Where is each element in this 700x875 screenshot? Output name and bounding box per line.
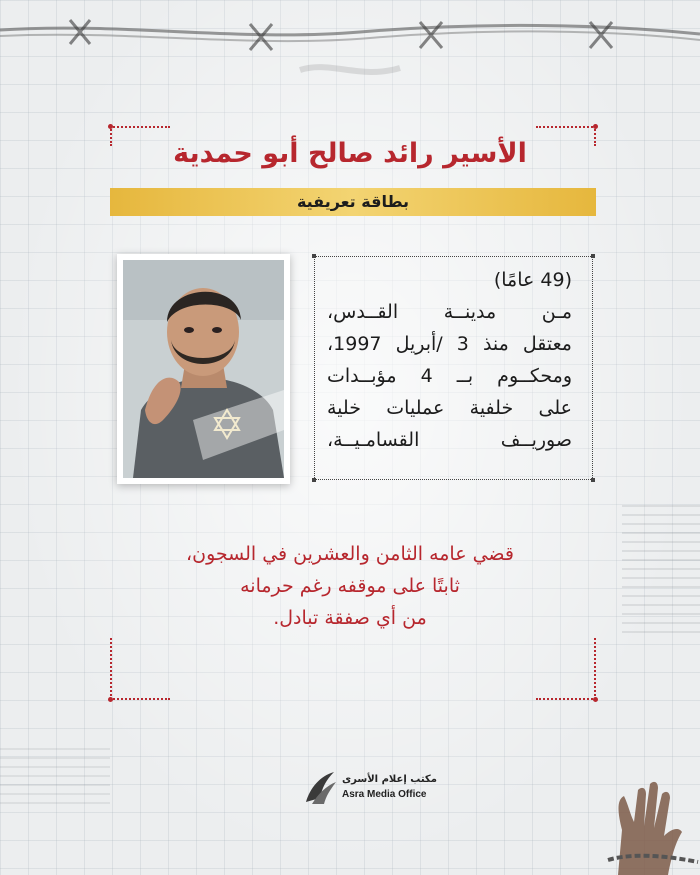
info-line-sentence: ومحكــوم بــ 4 مؤبــدات (327, 365, 572, 387)
corner-bracket-bottom-left (110, 638, 170, 700)
barbed-wire-decoration (0, 0, 700, 110)
info-line-cell: صوريــف القسامـيــة، (327, 429, 572, 451)
quote-line-1: قضي عامه الثامن والعشرين في السجون، (185, 543, 514, 565)
info-line-age: (49 عامًا) (493, 269, 572, 291)
corner-bracket-bottom-right (536, 638, 596, 700)
logo-arabic-text: مكتب إعلام الأسرى (342, 774, 437, 785)
prisoner-photo-frame (117, 254, 290, 484)
chained-hands-icon (598, 770, 700, 875)
prisoner-photo (123, 260, 284, 478)
logo-emblem-icon (300, 768, 340, 808)
info-line-arrest-date: معتقل منذ 3 /أبريل 1997، (327, 333, 572, 355)
prisoner-name-title: الأسير رائد صالح أبو حمدية (173, 138, 527, 169)
logo-english-text: Asra Media Office (342, 789, 427, 800)
background-faded-text (0, 748, 110, 808)
asra-media-logo (300, 768, 450, 810)
subtitle-banner: بطاقة تعريفية (110, 188, 596, 216)
background-faded-text (622, 505, 700, 635)
info-line-city: مـن مدينــة القــدس، (327, 301, 572, 323)
prisoner-info-box (314, 256, 593, 480)
quote-line-3: من أي صفقة تبادل. (273, 607, 427, 629)
quote-line-2: ثابتًا على موقفه رغم حرمانه (240, 575, 460, 597)
info-line-background: على خلفية عمليات خلية (327, 397, 572, 419)
